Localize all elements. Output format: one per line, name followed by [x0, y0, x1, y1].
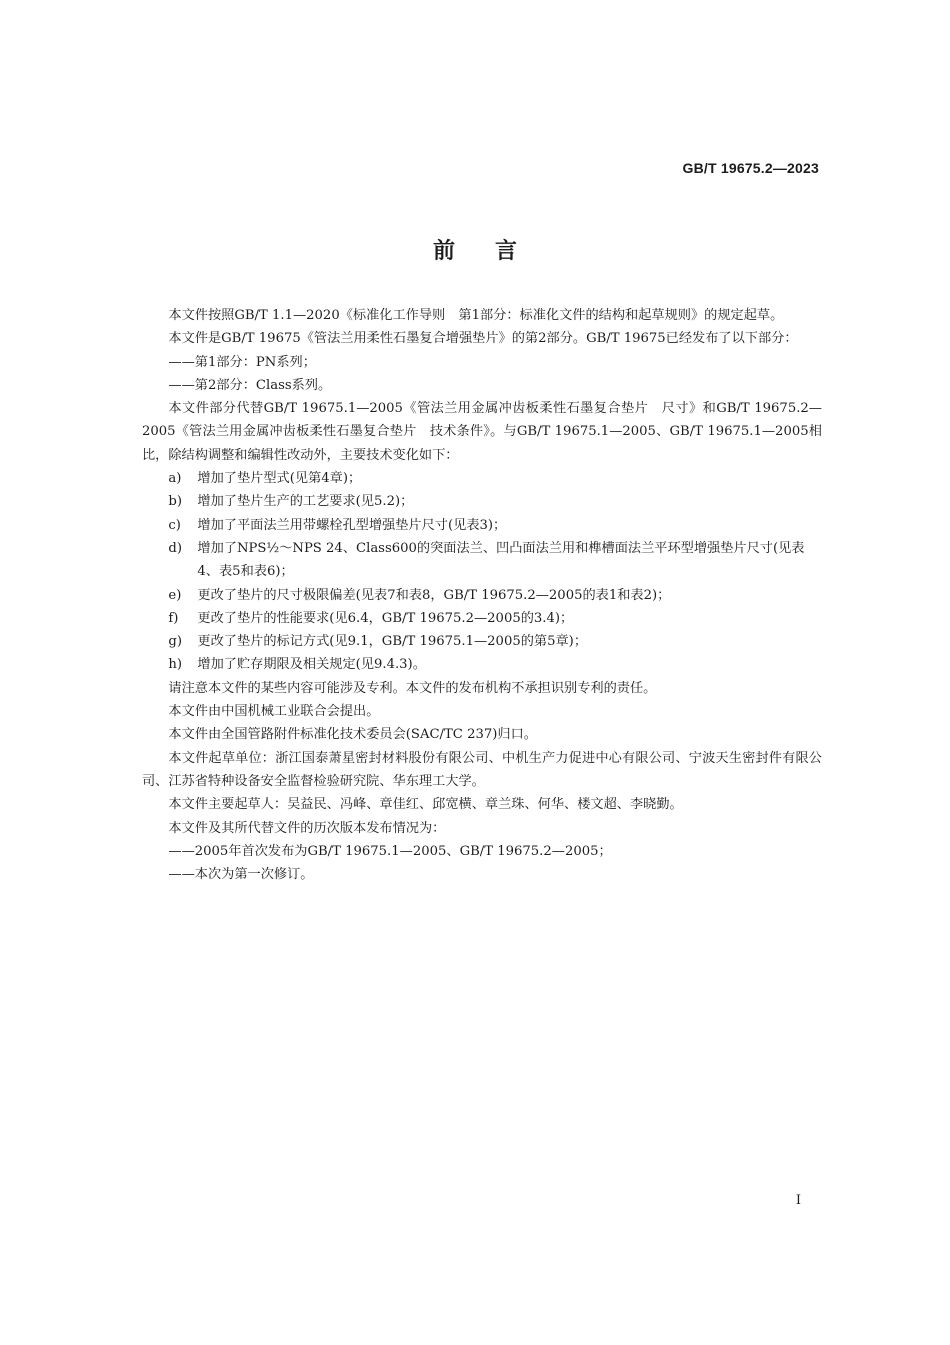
- list-item-history-2: ——本次为第一次修订。: [168, 867, 314, 883]
- paragraph-replacement: 本文件部分代替GB/T 19675.1—2005《管法兰用金属冲齿板柔性石墨复合垫片 尺寸》和GB/T 19675.2—2005《管法兰用金属冲齿板柔性石墨复合垫片 技术条件》。与GB/T 19675.1—2005、GB/T 19675.1—2005相比，除结构调整和编辑性改动外，主要技术变化如下：: [142, 401, 822, 463]
- change-item-label: b): [168, 494, 182, 510]
- page-number: I: [795, 1193, 801, 1208]
- paragraph-history-intro: 本文件及其所代替文件的历次版本发布情况为：: [168, 820, 446, 836]
- change-item-text: 更改了垫片的尺寸极限偏差(见表7和表8，GB/T 19675.2—2005的表1和表2)；: [197, 587, 671, 603]
- change-item-label: c): [168, 517, 181, 533]
- change-item-text: 增加了NPS½～NPS 24、Class600的突面法兰、凹凸面法兰用和榫槽面法兰平环型增强垫片尺寸(见表4、表5和表6)；: [197, 540, 805, 580]
- page-title: 前言: [432, 238, 557, 264]
- list-item-part-1: ——第1部分：PN系列；: [168, 354, 316, 370]
- change-item-text: 增加了垫片生产的工艺要求(见5.2)；: [197, 494, 414, 510]
- change-item-text: 增加了贮存期限及相关规定(见9.4.3)。: [197, 657, 426, 673]
- paragraph-proposer: 本文件由中国机械工业联合会提出。: [168, 704, 380, 720]
- change-item: [142, 607, 822, 630]
- change-item: [142, 467, 822, 490]
- change-item-text: 更改了垫片的标记方式(见9.1，GB/T 19675.1—2005的第5章)；: [197, 634, 588, 650]
- paragraph-patent-notice: 请注意本文件的某些内容可能涉及专利。本文件的发布机构不承担识别专利的责任。: [168, 680, 657, 696]
- change-item-label: a): [168, 471, 182, 487]
- change-item-label: h): [168, 657, 183, 673]
- change-item-label: e): [168, 587, 182, 603]
- list-item-part-2: ——第2部分：Class系列。: [168, 377, 332, 393]
- standard-code: GB/T 19675.2—2023: [682, 160, 819, 176]
- change-item: [142, 630, 822, 653]
- change-item-text: 增加了垫片型式(见第4章)；: [197, 471, 362, 487]
- change-item-label: f): [168, 610, 179, 626]
- paragraph-series-intro: 本文件是GB/T 19675《管法兰用柔性石墨复合增强垫片》的第2部分。GB/T 19675已经发布了以下部分：: [168, 331, 798, 347]
- change-item: [142, 514, 822, 537]
- change-item-text: 更改了垫片的性能要求(见6.4，GB/T 19675.2—2005的3.4)；: [197, 610, 574, 626]
- paragraph-drafters: 本文件主要起草人：吴益民、冯峰、章佳红、邱宽横、章兰珠、何华、楼文超、李晓勤。: [168, 797, 683, 813]
- list-item-history-1: ——2005年首次发布为GB/T 19675.1—2005、GB/T 19675.2—2005；: [168, 843, 612, 859]
- change-item-text: 增加了平面法兰用带螺栓孔型增强垫片尺寸(见表3)；: [197, 517, 507, 533]
- change-item: [142, 537, 822, 584]
- paragraph-committee: 本文件由全国管路附件标准化技术委员会(SAC/TC 237)归口。: [168, 727, 537, 743]
- change-item: [142, 490, 822, 513]
- change-item: [142, 653, 822, 676]
- foreword-body: [142, 304, 822, 886]
- paragraph-drafting-rules: 本文件按照GB/T 1.1—2020《标准化工作导则 第1部分：标准化文件的结构和起草规则》的规定起草。: [168, 308, 784, 323]
- change-item-label: d): [168, 540, 182, 556]
- change-item-label: g): [168, 634, 182, 650]
- change-item: [142, 584, 822, 607]
- paragraph-drafting-units: 本文件起草单位：浙江国泰萧星密封材料股份有限公司、中机生产力促进中心有限公司、宁波天生密封件有限公司、江苏省特种设备安全监督检验研究院、华东理工大学。: [142, 750, 822, 789]
